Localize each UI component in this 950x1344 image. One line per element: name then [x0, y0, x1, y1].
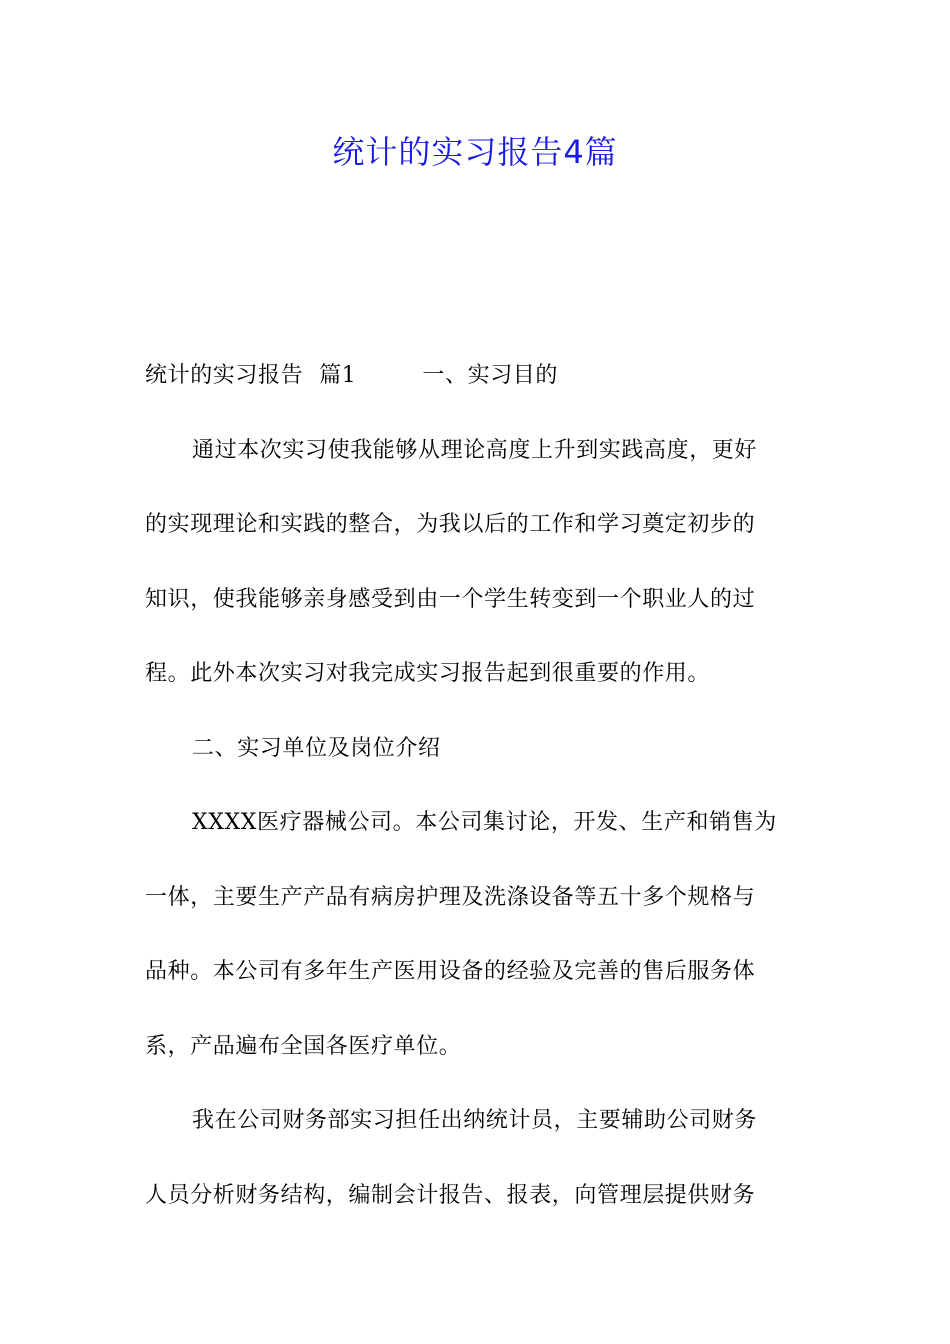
- paragraph-line: 知识，使我能够亲身感受到由一个学生转变到一个职业人的过: [145, 586, 756, 612]
- paragraph-line: 的实现理论和实践的整合，为我以后的工作和学习奠定初步的: [145, 512, 756, 537]
- paragraph-line: 人员分析财务结构，编制会计报告、报表，向管理层提供财务: [145, 1182, 756, 1208]
- paragraph-line: 品种。本公司有多年生产医用设备的经验及完善的售后服务体: [145, 959, 756, 984]
- document-body: [145, 339, 805, 1233]
- section-heading-company: 二、实习单位及岗位介绍: [192, 735, 441, 761]
- paragraph-line: 程。此外本次实习对我完成实习报告起到很重要的作用。: [145, 661, 711, 686]
- report-label: 统计的实习报告: [145, 363, 304, 388]
- paragraph-line: 系，产品遍布全国各医疗单位。: [145, 1033, 462, 1059]
- paragraph-line: XXXX医疗器械公司。本公司集讨论，开发、生产和销售为: [192, 810, 777, 835]
- paragraph-line: 我在公司财务部实习担任出纳统计员，主要辅助公司财务: [192, 1108, 758, 1133]
- document-title: 统计的实习报告4篇: [332, 133, 618, 171]
- report-heading-line: [145, 339, 805, 414]
- paragraph-line: 通过本次实习使我能够从理论高度上升到实践高度，更好: [192, 437, 758, 463]
- paragraph-line: 一体，主要生产产品有病房护理及洗涤设备等五十多个规格与: [145, 884, 756, 910]
- section-heading-purpose: 一、实习目的: [422, 363, 559, 388]
- report-part: 篇1: [319, 363, 357, 388]
